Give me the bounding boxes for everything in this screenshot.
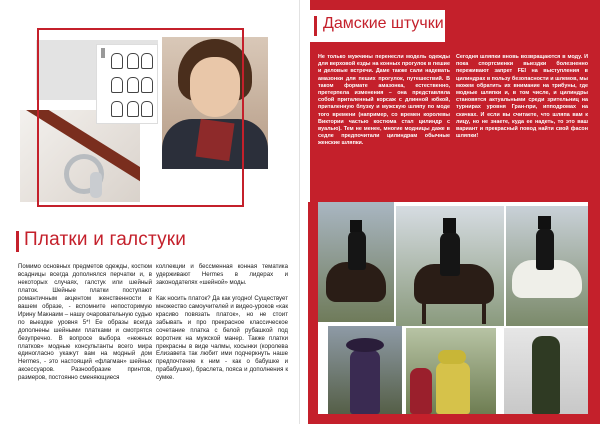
queen-photo: [406, 328, 496, 414]
text-column-3: Не только мужчины перенесли модель одежды для верховой езды на конных прогулок в пешие и деловые встречи. Даме также сали надевать амазонки для пеших прогулок, путешествий. В таком формате амазонка, естественно, претерпела изменения – она представляла собой приталенный корсаж с длинной юбкой, приталенную блузку и мужскую шляпу по моде того времени (например, со времен королевы Виктории частью костюма стал цилиндр с вуалью). Тем не менее, многие модницы даже в седле предпочитали цилиндрам обычные женские шляпки.: [318, 54, 450, 147]
side-saddle-rider-photo: [396, 206, 504, 326]
section-heading-scarves: Платки и галстуки: [24, 229, 187, 250]
section-heading-ladies: Дамские штучки: [323, 15, 444, 32]
top-hat: [538, 216, 551, 229]
horse-leg: [422, 300, 426, 324]
woman-with-hat-photo: [328, 326, 402, 414]
woman-figure: [350, 350, 380, 414]
top-hat: [443, 218, 456, 233]
text-column-4: Сегодня шляпки вновь возвращаются в моду. И пока спортсменки выездки болезненно переживают запрет FEI на выступления в цилиндрах в пользу безопасности и шлемов, мы можем обратить их внимание на трибуны, где модные шляпки и, в том числе, и цилиндры становятся актуальными среди зрительниц на турнирах уровня Гран-при, ипподромах на скачках. И если вы считаете, что шляпа вам к лицу, но не знаете, куда ее надеть, то это ваш вариант и прекрасный повод найти свой фасон шляпки!: [456, 54, 588, 140]
rider: [536, 228, 554, 270]
wide-hat: [346, 338, 384, 352]
text-column-2: коллекции и бессменная конная тематика удерживают Hermes в лидерах и законодателях «шейной» моды. Как носить платок? Да как угодно! Существует множество самоучителей и видео-уроков «как красиво повязать платок», но не стоит забывать и про прекрасное классическое сочетание платка с белой рубашкой под воротник на мужской манер. Также платки прекрасны в виде чалмы, косынки (королева Елизавета так любит ими подчеркнуть наше предпочтение к ним - как о бабушке и прабабушке), браслета, пояса и дополнения к сумке.: [156, 263, 288, 382]
collage-red-frame: [37, 28, 244, 207]
rider: [440, 232, 460, 276]
heading-accent-bar: [314, 16, 317, 36]
horse-leg: [482, 300, 486, 324]
rider-photo: [318, 202, 394, 322]
green-riding-habit: [532, 336, 560, 414]
rider: [348, 230, 366, 270]
heading-accent-bar: [16, 231, 19, 252]
text-column-1: Помимо основных предметов одежды, костюм всадницы всегда дополнялся перчатки и, в некоторых случаях, галстук или шейный платок. Шейные платки поступают романтичным акцентом женственности в вашем образе, - вспомните непосторимую Ирину Макнаим – нашу очаровательную судью по выездке уровня 5*! Ее образы всегда дополнены шейными платками и смотрятся безупречно. В вопросе выбора «нежных платков» модные консультанты всего мира единогласно укажут вам на модный дом Hermes, - это настоящий «флагман» шейных аксессуаров. Разнообразие принтов, размеров, постоянно сменяющиеся: [18, 263, 152, 382]
queen-figure: [436, 362, 470, 414]
top-hat: [350, 220, 362, 232]
riding-habit-dress-photo: [504, 328, 588, 414]
companion-figure: [410, 368, 432, 414]
yellow-hat: [438, 350, 466, 364]
white-horse-rider-photo: [506, 206, 588, 326]
equestrian-photo-collage: [318, 202, 588, 414]
